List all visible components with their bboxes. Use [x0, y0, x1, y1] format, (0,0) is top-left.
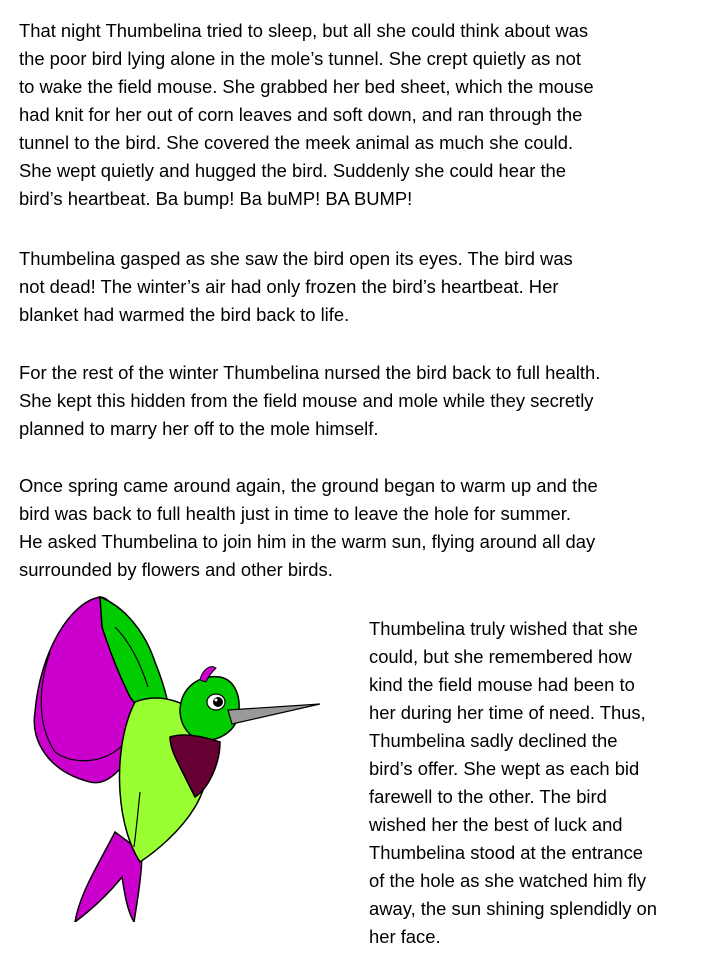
bird-head: [180, 677, 239, 741]
bird-eye-highlight: [215, 699, 218, 702]
hummingbird-icon: [30, 592, 330, 922]
bird-eye: [213, 697, 223, 707]
story-paragraph-3: For the rest of the winter Thumbelina nursed the bird back to full health. She kept this hidden from the field mouse and mole while they secretly planned to marry her off to the mole himself.: [19, 362, 601, 439]
bird-beak: [228, 704, 320, 724]
story-paragraph-5: Thumbelina truly wished that she could, but she remembered how kind the field mouse had been to her during her time of need. Thus, Thumbelina sadly declined the bird’s offer. She wept as each bid farewell to the other. The bird wished her the best of luck and Thumbelina stood at the entrance of the hole as she watched him fly away, the sun shining splendidly on her face.: [369, 618, 657, 947]
story-paragraph-2: Thumbelina gasped as she saw the bird open its eyes. The bird was not dead! The winter’s air had only frozen the bird’s heartbeat. Her blanket had warmed the bird back to life.: [19, 248, 573, 325]
story-paragraph-1: That night Thumbelina tried to sleep, but all she could think about was the poor bird lying alone in the mole’s tunnel. She crept quietly as not to wake the field mouse. She grabbed her bed sheet, which the mouse had knit for her out of corn leaves and soft down, and ran through the tunnel to the bird. She covered the meek animal as much she could. She wept quietly and hugged the bird. Suddenly she could hear the bird’s heartbeat. Ba bump! Ba buMP! BA BUMP!: [19, 20, 594, 209]
story-paragraph-4: Once spring came around again, the ground began to warm up and the bird was back to full health just in time to leave the hole for summer. He asked Thumbelina to join him in the warm sun, flying around all day surrounded by flowers and other birds.: [19, 475, 598, 580]
